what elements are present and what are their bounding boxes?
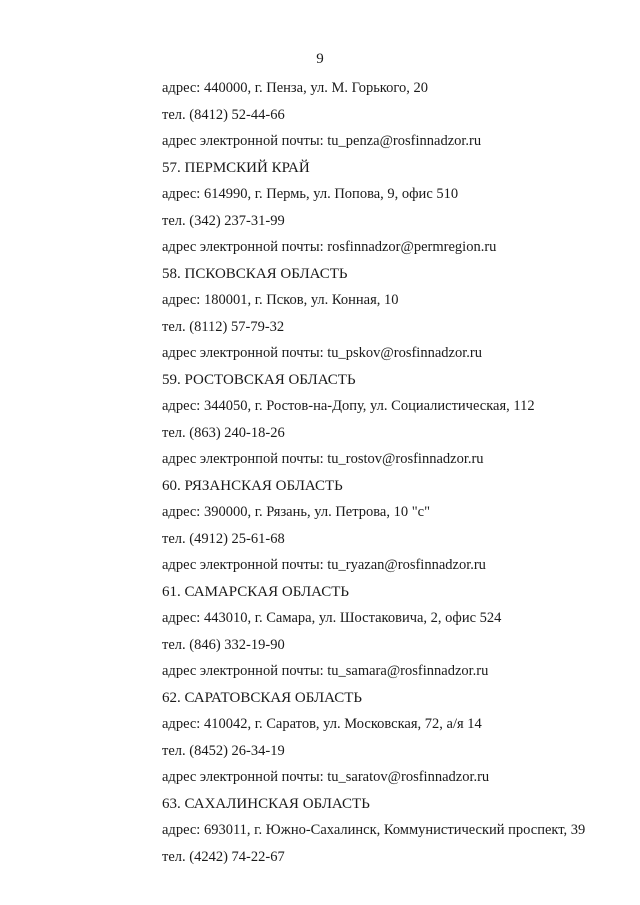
region-heading: 60. РЯЗАНСКАЯ ОБЛАСТЬ bbox=[162, 477, 343, 494]
email-line: адрес электронной почты: tu_saratov@rosfinnadzor.ru bbox=[162, 769, 490, 785]
address-line: адрес: 614990, г. Пермь, ул. Попова, 9, офис 510 bbox=[162, 186, 459, 202]
email-line: адрес электронной почты: tu_penza@rosfinnadzor.ru bbox=[162, 133, 482, 149]
region-heading: 59. РОСТОВСКАЯ ОБЛАСТЬ bbox=[162, 371, 356, 388]
address-line: адрес: 410042, г. Саратов, ул. Московская, 72, а/я 14 bbox=[162, 716, 482, 732]
email-line: адрес электронной почты: tu_ryazan@rosfinnadzor.ru bbox=[162, 557, 486, 573]
region-heading: 63. САХАЛИНСКАЯ ОБЛАСТЬ bbox=[162, 795, 370, 812]
contact-list bbox=[162, 79, 632, 874]
region-heading: 58. ПСКОВСКАЯ ОБЛАСТЬ bbox=[162, 265, 348, 282]
email-line: адрес электронной почты: tu_samara@rosfinnadzor.ru bbox=[162, 663, 489, 679]
phone-line: тел. (4912) 25-61-68 bbox=[162, 530, 285, 547]
region-heading: 61. САМАРСКАЯ ОБЛАСТЬ bbox=[162, 583, 349, 600]
page-number: 9 bbox=[316, 51, 324, 67]
phone-line: тел. (8412) 52-44-66 bbox=[162, 106, 285, 123]
email-line: адрес электронной почты: tu_pskov@rosfinnadzor.ru bbox=[162, 345, 482, 361]
address-line: адрес: 693011, г. Южно-Сахалинск, Коммунистический проспект, 39 bbox=[162, 822, 586, 838]
phone-line: тел. (8112) 57-79-32 bbox=[162, 318, 285, 335]
address-line: адрес: 440000, г. Пенза, ул. М. Горького, 20 bbox=[162, 80, 428, 96]
address-line: адрес: 443010, г. Самара, ул. Шостаковича, 2, офис 524 bbox=[162, 610, 502, 626]
phone-line: тел. (8452) 26-34-19 bbox=[162, 742, 285, 759]
email-line: адрес электронной почты: rosfinnadzor@permregion.ru bbox=[162, 239, 497, 255]
region-heading: 57. ПЕРМСКИЙ КРАЙ bbox=[162, 159, 310, 176]
address-line: адрес: 390000, г. Рязань, ул. Петрова, 10 "с" bbox=[162, 504, 430, 520]
email-line: адрес электронпой почты: tu_rostov@rosfinnadzor.ru bbox=[162, 451, 484, 467]
phone-line: тел. (863) 240-18-26 bbox=[162, 424, 285, 441]
address-line: адрес: 180001, г. Псков, ул. Конная, 10 bbox=[162, 292, 399, 308]
phone-line: тел. (4242) 74-22-67 bbox=[162, 848, 285, 865]
region-heading: 62. САРАТОВСКАЯ ОБЛАСТЬ bbox=[162, 689, 363, 706]
address-line: адрес: 344050, г. Ростов-на-Допу, ул. Социалистическая, 112 bbox=[162, 398, 535, 414]
phone-line: тел. (846) 332-19-90 bbox=[162, 636, 285, 653]
phone-line: тел. (342) 237-31-99 bbox=[162, 212, 285, 229]
